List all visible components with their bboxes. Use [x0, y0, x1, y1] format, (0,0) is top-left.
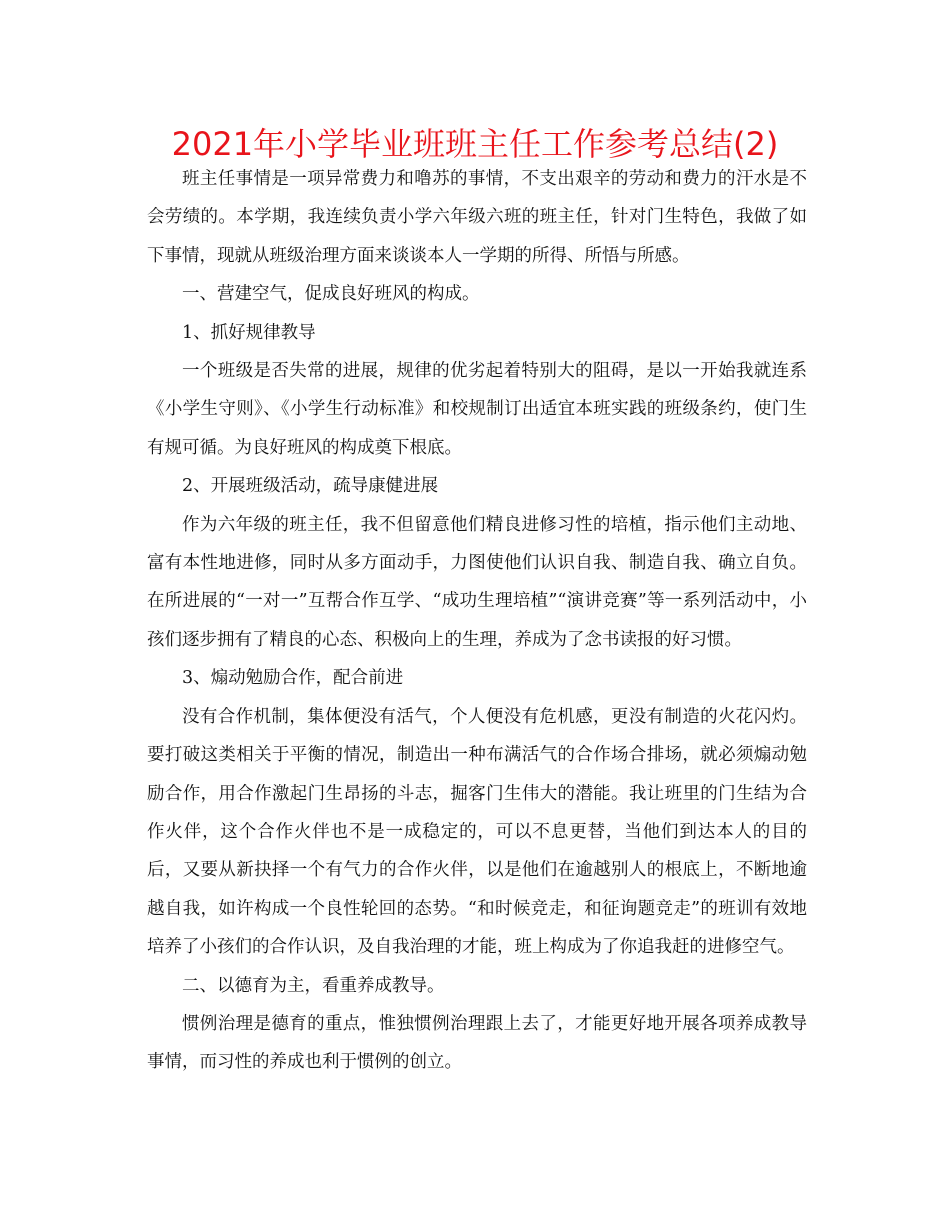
paragraph-competition: 没有合作机制，集体便没有活气，个人便没有危机感，更没有制造的火花闪灼。要打破这类相关于平衡的情况，制造出一种布满活气的合作场合排场，就必须煽动勉励合作，用合作激起门生昂扬的斗志，掘客门生伟大的潜能。我让班里的门生结为合作火伴，这个合作火伴也不是一成稳定的，可以不息更替，当他们到达本人的目的后，又要从新抉择一个有气力的合作火伴，以是他们在逾越别人的根底上，不断地逾越自我，如许构成一个良性轮回的态势。“和时候竞走，和征询题竞走”的班训有效地培养了小孩们的合作认识，及自我治理的才能，班上构成为了你追我赶的进修空气。 — [147, 706, 807, 958]
document-title: 2021年小学毕业班班主任工作参考总结(2) — [171, 125, 779, 163]
paragraph-moral-education: 惯例治理是德育的重点，惟独惯例治理跟上去了，才能更好地开展各项养成教导事情，而习性的养成也利于惯例的创立。 — [147, 1013, 807, 1073]
subheading-1-1: 1、抓好规律教导 — [182, 322, 316, 343]
heading-section-1: 一、营建空气，促成良好班风的构成。 — [182, 284, 480, 305]
heading-section-2: 二、以德育为主，看重养成教导。 — [182, 975, 445, 996]
document-body — [147, 160, 807, 1082]
subheading-1-2: 2、开展班级活动，疏导康健进展 — [182, 476, 439, 497]
paragraph-intro: 班主任事情是一项异常费力和噜苏的事情，不支出艰辛的劳动和费力的汗水是不会劳绩的。本学期，我连续负责小学六年级六班的班主任，针对门生特色，我做了如下事情，现就从班级治理方面来谈谈本人一学期的所得、所悟与所感。 — [147, 169, 807, 266]
paragraph-activities: 作为六年级的班主任，我不但留意他们精良进修习性的培植，指示他们主动地、富有本性地进修，同时从多方面动手，力图使他们认识自我、制造自我、确立自负。在所进展的“一对一”互帮合作互学、“成功生理培植”“演讲竞赛”等一系列活动中，小孩们逐步拥有了精良的心态、积极向上的生理，养成为了念书读报的好习惯。 — [147, 514, 807, 650]
subheading-1-3: 3、煽动勉励合作，配合前进 — [182, 668, 404, 689]
paragraph-discipline: 一个班级是否失常的进展，规律的优劣起着特别大的阻碍，是以一开始我就连系《小学生守则》、《小学生行动标准》和校规制订出适宜本班实践的班级条约，使门生有规可循。为良好班风的构成奠下根底。 — [147, 361, 807, 458]
